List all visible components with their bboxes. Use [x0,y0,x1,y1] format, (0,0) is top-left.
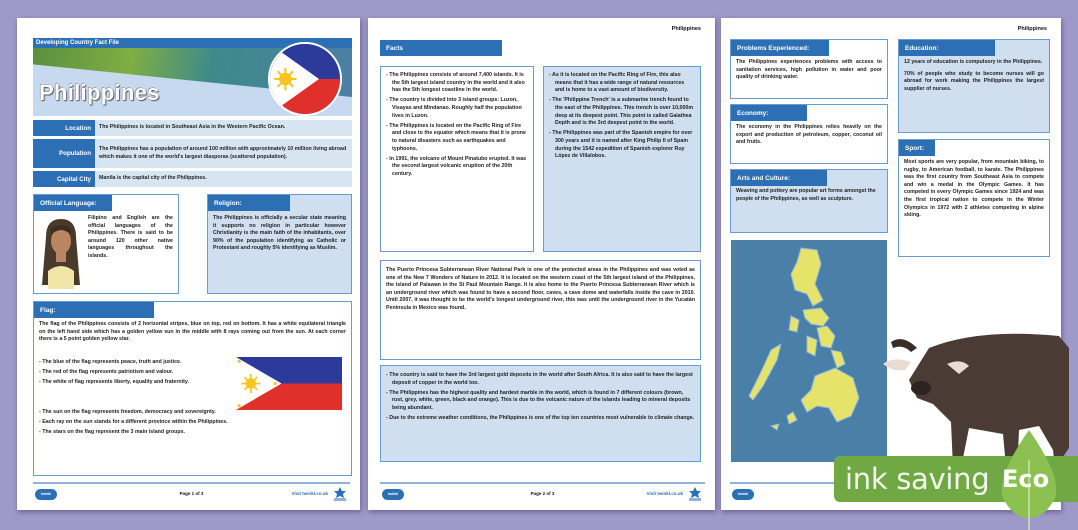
language-panel [33,194,179,294]
info-label: Location [33,120,95,136]
info-row-capital [33,171,352,187]
flag-bullets [39,359,241,390]
list-item: - The country is said to have the 3rd largest gold deposits in the world after South Africa. It is also said to have the largest deposit of copper in the world too. [386,372,695,387]
philippines-islands-icon [731,240,887,462]
section-heading: Arts and Culture: [731,170,827,186]
philippines-flag-icon [236,357,342,410]
education-paragraph: 12 years of education is compulsory in the Philippines. [904,59,1043,65]
education-panel [898,39,1050,133]
list-item: - The Philippines has the highest quality and hardest marble in the world, which is found in 7 different colours (brown, rust, grey, white, green, black and orange). This is due to the volcanic nature of the islands leading to mineral deposits being abundant. [386,390,695,413]
series-label: Developing Country Fact File [33,38,352,48]
problems-panel [730,39,888,99]
info-label: Population [33,139,95,168]
facts-heading: Facts [380,40,502,56]
list-item: - The Philippines consists of around 7,400 islands. It is the 5th largest island country in the world and it also has the 5th longest coastline in the world. [386,72,528,95]
info-value: The Philippines is located in Southeast Asia in the Western Pacific Ocean. [99,124,286,131]
minerals-list [386,372,695,425]
badge-text: ink saving [845,462,990,496]
list-item: - The country is divided into 3 island groups: Luzon, Visayas and Mindanao. Roughly half the population lives in Luzon. [386,97,528,120]
philippines-map [731,240,887,462]
flag-intro: The flag of the Philippines consists of 2 horizontal stripes, blue on top, red on bottom. It has a white equilateral triangle on the left hand side which has a golden yellow sun in the middle with 8 rays coming out from the sun. At each corner there is a 5 point golden yellow star. [39,321,346,343]
facts-right-panel [543,66,701,252]
section-heading: Flag: [34,302,154,318]
education-paragraph: 70% of people who study to become nurses will go abroad for work making the Philippines the largest supplier of nurses. [904,70,1044,92]
twinkl-logo[interactable]: twinkl [382,489,404,500]
page-footer [380,480,705,510]
language-text: Filipino and English are the official languages of the Philippines. There is said to be around 120 other native languages throughout the islands. [88,215,173,259]
economy-text: The economy in the Philippines relies heavily on the export and production of petroleum, copper, coconut oil and fruits. [736,124,882,146]
info-value: Manila is the capital city of the Philippines. [99,175,207,182]
religion-panel [207,194,352,294]
problems-text: The Philippines experiences problems with access to sanitation services, high pollution in water and poor quality of drinking water. [736,59,882,81]
info-value: The Philippines has a population of around 100 million with approximately 10 million living abroad which makes it one of the world's largest diasporas (scattered population). [99,145,347,160]
twinkl-logo[interactable]: twinkl [732,489,754,500]
title-banner [33,38,352,116]
section-heading: Official Language: [34,195,112,211]
section-heading: Religion: [208,195,290,211]
section-heading: Problems Experienced: [731,40,829,56]
info-row-population [33,139,352,168]
flag-bullets-more [39,409,346,440]
footer-rule [380,482,705,484]
running-head: Philippines [671,26,701,32]
facts-left-list [386,72,528,181]
arts-panel [730,169,888,233]
info-label: Capital City [33,171,95,187]
ink-saving-eco-badge [834,456,1078,504]
minerals-panel [380,365,701,462]
list-item: - The Philippines was part of the Spanish empire for over 300 years and it is named after King Philip II of Spain during the 1542 expedition of Spanish explorer Ruy López de Villalobos. [549,130,695,160]
running-head: Philippines [1017,26,1047,32]
religion-text: The Philippines is officially a secular state meaning it supports no religion in particular however Christianity is the main faith of the inhabitants, over 90% of the population identifying as Catholic or Protestant and roughly 5% identifying as Muslim. [213,215,346,252]
footer-rule [33,482,350,484]
page-1 [17,18,360,510]
facts-right-list [549,72,695,163]
info-row-location [33,120,352,136]
list-item: - The Philippines is located on the Pacific Ring of Fire and close to the equator which means that it is prone to natural disasters such as earthquakes and typhoons. [386,123,528,153]
page-number: Page 2 of 3 [530,491,555,496]
section-heading: Sport: [899,140,935,156]
page-footer [33,480,350,510]
list-item: - The blue of the flag represents peace, truth and justice. [39,359,241,367]
education-text [904,59,1044,93]
section-heading: Economy: [731,105,807,121]
list-item: - The red of the flag represents patriotism and valour. [39,369,241,377]
checked-badge-icon [687,486,703,502]
flag-panel [33,301,352,476]
page-2 [368,18,715,510]
page-title: Philippines [39,80,160,105]
section-heading: Education: [899,40,995,56]
twinkl-logo[interactable]: twinkl [35,489,57,500]
visit-link[interactable]: Visit twinkl.co.uk [646,491,683,496]
page-number: Page 1 of 3 [179,491,204,496]
flag-circle-icon [268,42,342,116]
list-item: - The stars on the flag represent the 3 main island groups. [39,429,346,437]
list-item: - As it is located on the Pacific Ring of Fire, this also means that it has a wide range of natural resources and is home to a vast amount of biodiversity. [549,72,695,95]
sport-panel [898,139,1050,257]
list-item: - The 'Philippine Trench' is a submarine trench found to the east of the Philippines. This trench is over 10,000m deep at its deepest point. This point is called Galathea Depth and is the 3rd deepest point in the world. [549,97,695,127]
facts-left-panel [380,66,534,252]
list-item: - The sun on the flag represents freedom, democracy and sovereignty. [39,409,346,417]
arts-text: Weaving and pottery are popular art forms amongst the people of the Philippines, as well as sculpture. [736,188,876,202]
park-paragraph: The Puerto Princesa Subterranean River National Park is one of the protected areas in the Philippines and was voted as one of the New 7 Wonders of Nature in 2012. It is located on the western coast of the 5th largest island of the Philippines, the island of Palawan in the St Paul Mountain Range. It is also home to the Puerto Princesa Subterranean River which is an underground river which was found to have a second floor, caves, a cave dome and waterfalls inside the cave in 2010. Until 2007, it was thought to be the world's longest underground river, this was until the underground river in the Yucatán Peninsula in Mexico was found. [386,267,695,311]
girl-avatar-icon [38,215,84,289]
list-item: - The white of flag represents liberty, equality and fraternity. [39,379,241,387]
economy-panel [730,104,888,164]
sport-text: Most sports are very popular, from mountain biking, to rugby, to American football, to karate. The Philippines was the first country from Southeast Asia to compete and win a medal in the Olympic Games. It has competed in every Olympic Games since 1924 and was the first tropical nation to compete in the Winter Olympics in 1972 with 2 athletes competing in alpine skiing. [904,159,1044,219]
list-item: - Due to the extreme weather conditions, the Philippines is one of the top ten countries most vulnerable to climate change. [386,415,695,423]
list-item: - Each ray on the sun stands for a different province within the Philippines. [39,419,346,427]
checked-badge-icon [332,486,348,502]
eco-label: Eco [1002,465,1050,493]
visit-link[interactable]: Visit twinkl.co.uk [291,491,328,496]
list-item: - In 1991, the volcano of Mount Pinatubo erupted. It was the second largest volcanic eruption of the 20th century. [386,156,528,179]
national-park-panel [380,260,701,360]
